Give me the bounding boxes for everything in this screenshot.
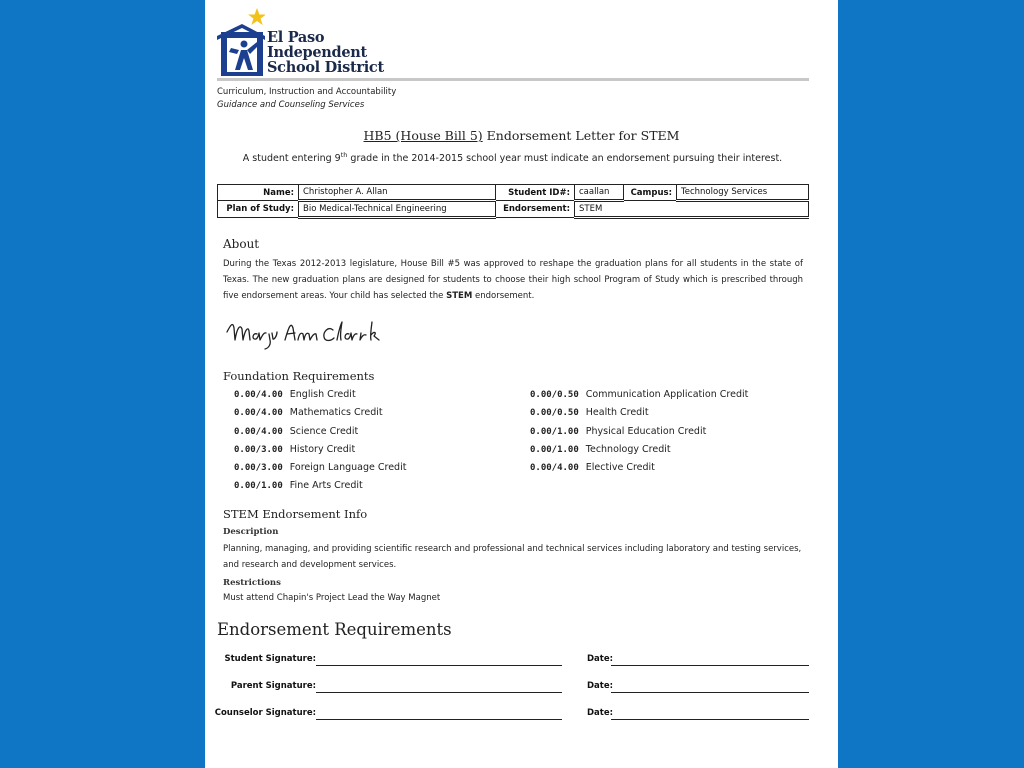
campus-value: Technology Services: [677, 185, 809, 201]
restrictions-label: Restrictions: [223, 578, 281, 588]
description-text: Planning, managing, and providing scientific research and professional and technical services including laboratory and testing services, and research and development services.: [223, 544, 802, 570]
about-text: During the Texas 2012-2013 legislature, House Bill #5 was approved to reshape the graduation plans for all students in the state of Texas. The new graduation plans are designed for students to choose their high school Program of Study which is prescribed through five endorsement areas. Your child has selected the: [223, 259, 803, 301]
credit-name: Elective Credit: [585, 462, 655, 474]
stem-heading: STEM Endorsement Info: [223, 507, 368, 521]
credit-name: Science Credit: [289, 425, 359, 437]
subtitle-superscript: th: [340, 151, 348, 159]
logo-line-3: School District: [267, 59, 384, 76]
credit-item: [234, 477, 406, 495]
plan-value: Bio Medical-Technical Engineering: [299, 201, 496, 218]
credit-value: 0.00/4.00: [530, 463, 579, 474]
subtitle-part-a: A student entering 9: [242, 153, 341, 165]
endorsement-label: Endorsement:: [496, 201, 575, 218]
counselor-signature-row: [205, 704, 838, 720]
credit-name: Physical Education Credit: [585, 425, 707, 437]
student-info-table: [217, 184, 809, 219]
student-signature-row: [205, 650, 838, 666]
credit-item: [530, 404, 748, 422]
credit-name: Communication Application Credit: [585, 389, 749, 400]
credit-value: 0.00/4.00: [234, 408, 283, 419]
letter-page: [205, 0, 838, 768]
about-heading: About: [223, 237, 260, 251]
counselor-signature-label: Counselor Signature:: [214, 708, 316, 718]
counselor-signature: [225, 318, 385, 356]
date-label: Date:: [587, 681, 614, 691]
foundation-credits-left: [234, 386, 406, 496]
endorsement-value: STEM: [575, 201, 809, 218]
letter-subtitle: [205, 151, 820, 164]
department-line: Curriculum, Instruction and Accountability: [217, 87, 397, 97]
title-prefix: HB5 (House Bill 5): [363, 128, 483, 143]
credit-item: [234, 459, 406, 477]
logo-line-1: El Paso: [267, 29, 325, 46]
counselor-signature-line[interactable]: [316, 719, 562, 720]
credit-value: 0.00/3.00: [234, 463, 283, 474]
campus-label: Campus:: [624, 185, 677, 201]
header-divider: [217, 78, 809, 81]
title-rest: Endorsement Letter for STEM: [482, 128, 680, 143]
date-label: Date:: [587, 708, 614, 718]
credit-item: [234, 404, 406, 422]
description-label: Description: [223, 527, 279, 537]
parent-date-line[interactable]: [611, 692, 809, 693]
department-subline: Guidance and Counseling Services: [217, 100, 365, 110]
student-signature-line[interactable]: [316, 665, 562, 666]
credit-name: Health Credit: [585, 407, 649, 419]
credit-name: Technology Credit: [585, 443, 671, 455]
department-info: [217, 86, 396, 112]
student-date-line[interactable]: [611, 665, 809, 666]
plan-label: Plan of Study:: [218, 201, 299, 218]
about-endorsement: STEM: [446, 291, 473, 301]
name-value: Christopher A. Allan: [299, 185, 496, 201]
credit-item: [530, 459, 748, 477]
credit-name: English Credit: [289, 389, 356, 400]
credit-item: [234, 386, 406, 404]
credit-name: Mathematics Credit: [289, 407, 383, 419]
credit-value: 0.00/1.00: [530, 426, 579, 437]
school-logo-icon: [217, 6, 265, 78]
parent-signature-label: Parent Signature:: [230, 681, 316, 691]
handwritten-signature: [225, 318, 385, 352]
credit-item: [530, 441, 748, 459]
restrictions-text: Must attend Chapin's Project Lead the Way Magnet: [223, 593, 441, 603]
credit-value: 0.00/4.00: [234, 390, 283, 400]
about-text-end: endorsement.: [472, 291, 535, 301]
parent-signature-row: [205, 677, 838, 693]
endorsement-requirements-heading: Endorsement Requirements: [217, 620, 452, 639]
counselor-date-line[interactable]: [611, 719, 809, 720]
student-signature-label: Student Signature:: [224, 654, 316, 664]
foundation-credits-right: [530, 386, 748, 477]
credit-item: [234, 441, 406, 459]
credit-name: Foreign Language Credit: [289, 462, 407, 474]
credit-item: [530, 386, 748, 404]
about-paragraph: [223, 256, 803, 304]
credit-name: Fine Arts Credit: [289, 480, 363, 492]
logo-line-2: Independent: [267, 44, 367, 61]
credit-name: History Credit: [289, 443, 356, 455]
letter-title: [205, 128, 838, 143]
subtitle-part-b: grade in the 2014-2015 school year must indicate an endorsement pursuing their interest.: [347, 153, 783, 165]
district-name: [267, 30, 384, 75]
parent-signature-line[interactable]: [316, 692, 562, 693]
date-label: Date:: [587, 654, 614, 664]
credit-item: [234, 423, 406, 441]
name-label: Name:: [218, 185, 299, 201]
credit-value: 0.00/0.50: [530, 390, 579, 400]
credit-value: 0.00/1.00: [234, 481, 283, 492]
credit-value: 0.00/1.00: [530, 444, 579, 455]
foundation-heading: Foundation Requirements: [223, 369, 375, 383]
student-id-value: caallan: [575, 185, 624, 201]
credit-value: 0.00/0.50: [530, 408, 579, 419]
credit-value: 0.00/3.00: [234, 444, 283, 455]
credit-item: [530, 423, 748, 441]
student-id-label: Student ID#:: [496, 185, 575, 201]
district-logo: [217, 6, 397, 78]
credit-value: 0.00/4.00: [234, 426, 283, 437]
